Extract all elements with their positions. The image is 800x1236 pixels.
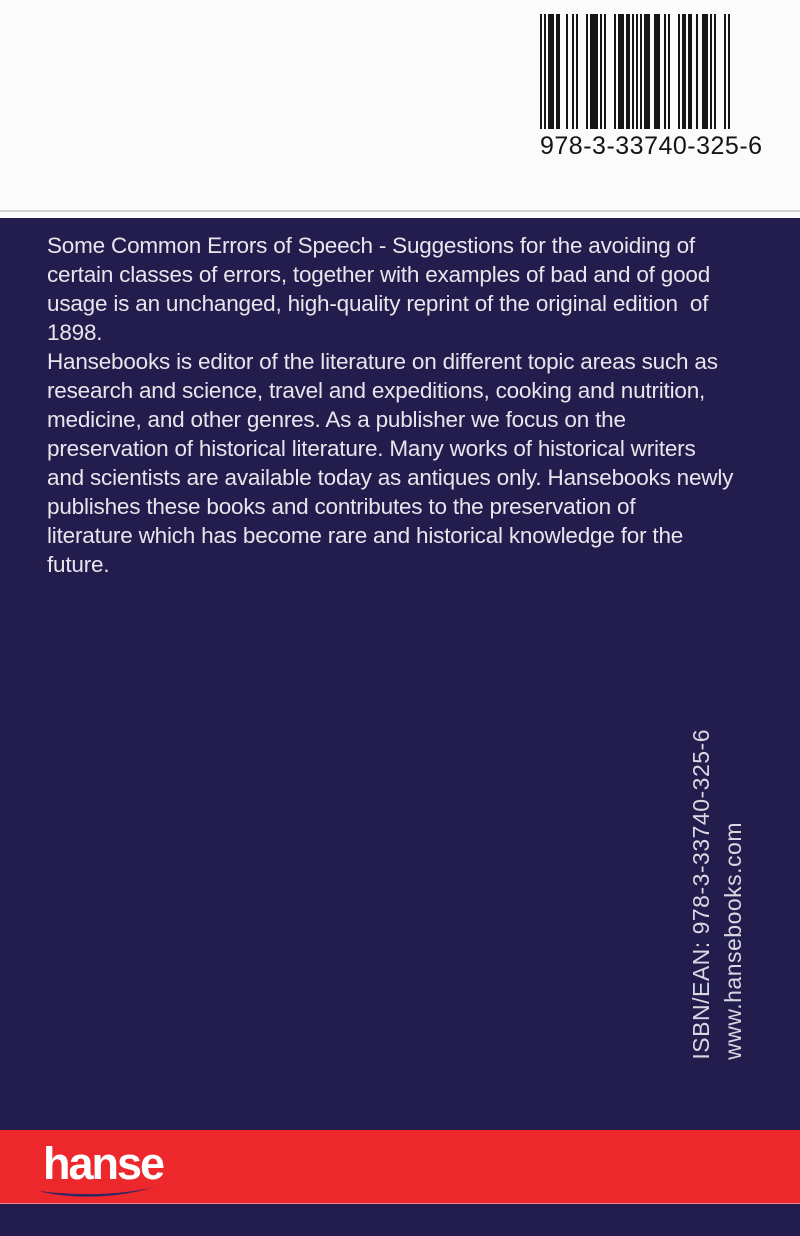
- description-line: certain classes of errors, together with examples of bad and of good: [47, 262, 711, 287]
- vertical-website-label: www.hansebooks.com: [720, 822, 746, 1060]
- bottom-spine-band: [0, 1204, 800, 1236]
- logo-swoosh-icon: [38, 1185, 156, 1199]
- description-line: medicine, and other genres. As a publisher we focus on the: [47, 407, 626, 432]
- barcode: [540, 14, 763, 161]
- description-panel: [0, 218, 800, 1130]
- description-line: literature which has become rare and historical knowledge for the: [47, 523, 684, 548]
- barcode-bars: [540, 14, 730, 129]
- hanse-logo: [43, 1138, 173, 1201]
- hanse-logo-text: hanse: [43, 1138, 164, 1189]
- cover-edge-shadow: [0, 210, 800, 212]
- barcode-number: 978-3-33740-325-6: [540, 132, 763, 160]
- barcode-panel: [0, 0, 800, 218]
- vertical-isbn-label: ISBN/EAN: 978-3-33740-325-6: [688, 729, 714, 1060]
- description-line: preservation of historical literature. Many works of historical writers: [47, 436, 696, 461]
- book-description: [47, 231, 733, 579]
- description-line: usage is an unchanged, high-quality reprint of the original edition of: [47, 291, 709, 316]
- description-line: 1898.: [47, 320, 103, 345]
- description-line: Hansebooks is editor of the literature on different topic areas such as: [47, 349, 718, 374]
- description-line: publishes these books and contributes to the preservation of: [47, 494, 636, 519]
- description-line: and scientists are available today as antiques only. Hansebooks newly: [47, 465, 734, 490]
- publisher-band: [0, 1130, 800, 1204]
- description-line: Some Common Errors of Speech - Suggestions for the avoiding of: [47, 233, 695, 258]
- description-line: research and science, travel and expeditions, cooking and nutrition,: [47, 378, 706, 403]
- description-line: future.: [47, 552, 110, 577]
